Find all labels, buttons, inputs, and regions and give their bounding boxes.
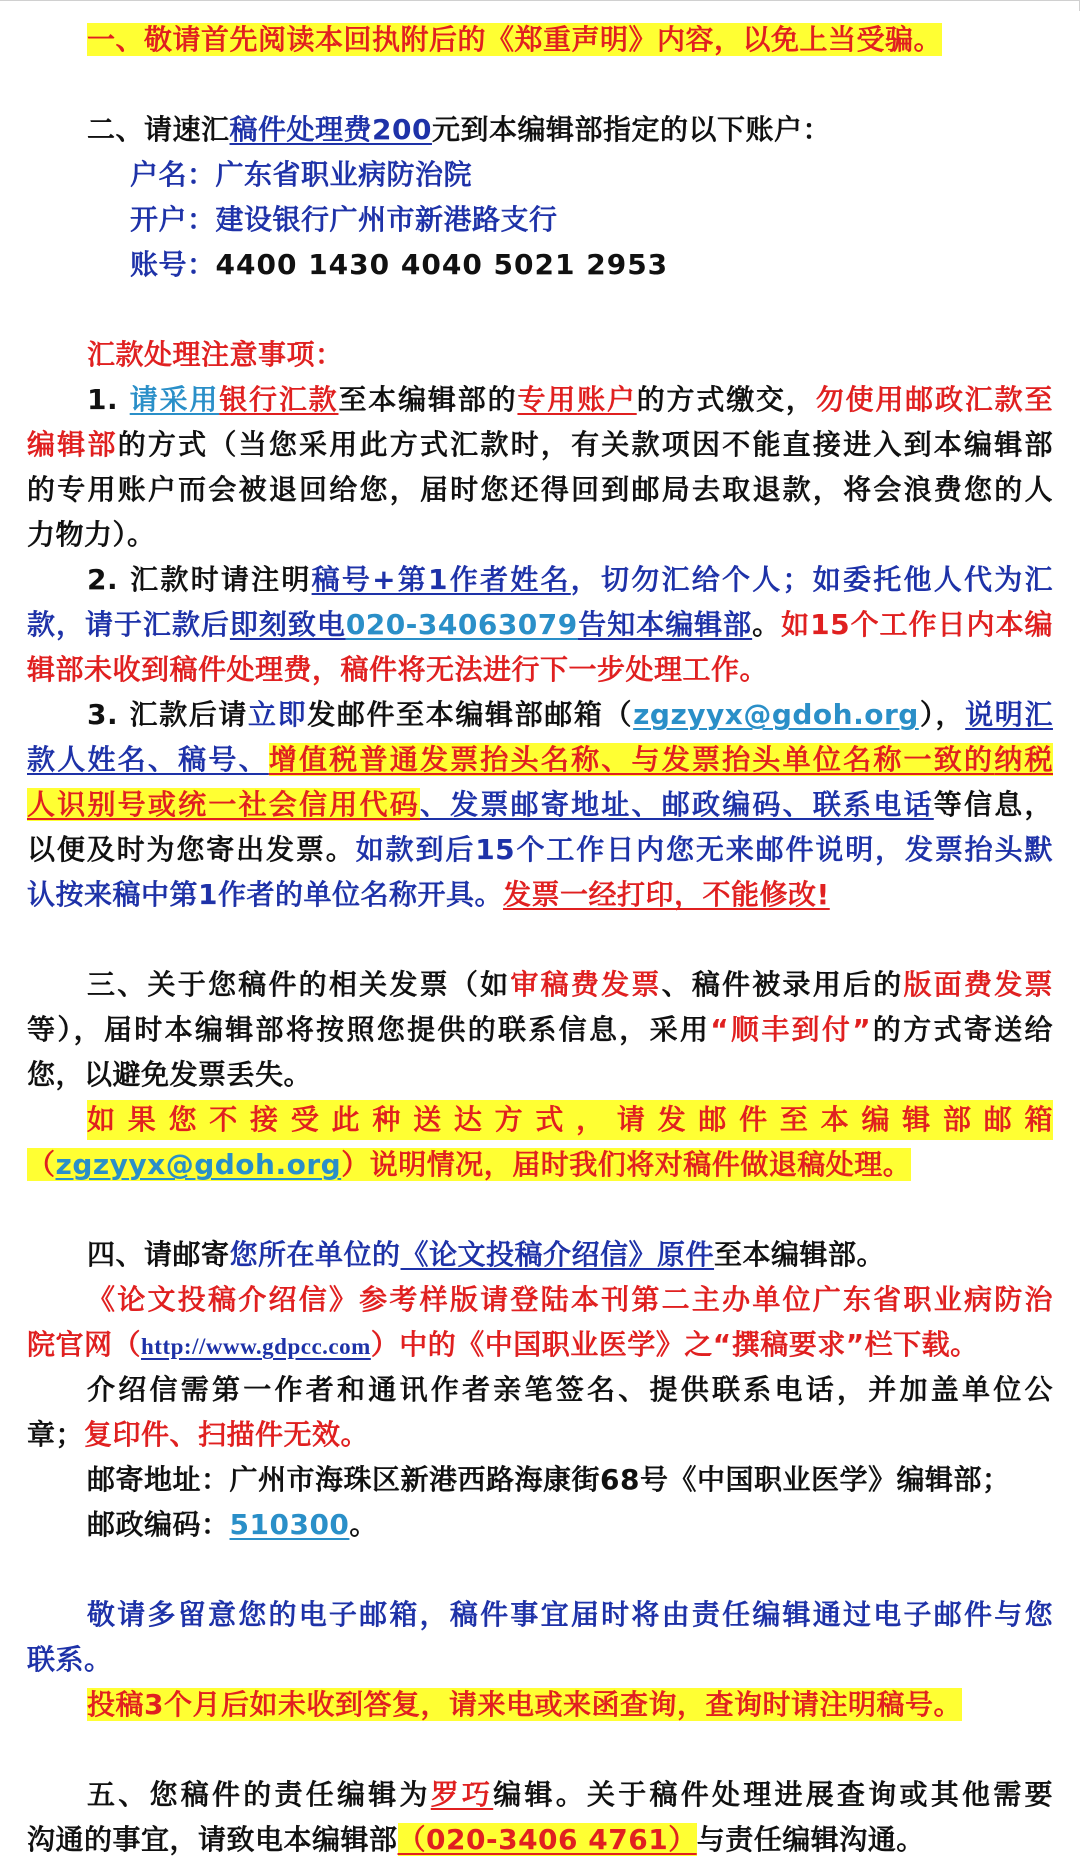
note-2-text: 款，请于汇款后: [27, 608, 230, 641]
email-reminder: 敬请多留意您的电子邮箱，稿件事宜届时将由责任编辑通过电子邮件与您: [87, 1598, 1053, 1631]
section-3-line-2: [27, 1010, 1053, 1050]
section-5-text: 编辑。关于稿件处理进展查询或其他需要: [493, 1778, 1053, 1811]
reminder-line-3: [87, 1685, 1053, 1725]
note-1-warning-end: 编辑部: [27, 428, 118, 461]
sf-cod: “顺丰到付”: [710, 1013, 872, 1046]
note-1-text: 力物力）。: [27, 518, 156, 551]
note-3-immediately: 立即: [248, 698, 308, 731]
section-3-line-1: [87, 965, 1053, 1005]
section-1-text: 一、敬请首先阅读本回执附后的《郑重声明》内容，以免上当受骗。: [87, 23, 943, 56]
signature-requirement: 介绍信需第一作者和通讯作者亲笔签名、提供联系电话，并加盖单位公: [87, 1373, 1053, 1406]
section-5-line-1: [87, 1775, 1053, 1815]
signature-requirement: 章；: [27, 1418, 85, 1451]
section-3-warning: 如果您不接受此种送达方式，请发邮件至本编辑部邮箱: [87, 1103, 1053, 1136]
note-2-call-now: 即刻致电: [229, 608, 346, 641]
note-3-line-1: [87, 695, 1053, 735]
note-3-text: 以便及时为您寄出发票。: [27, 833, 356, 866]
intro-letter-template: ）中的《中国职业医学》之“撰稿要求”栏下载。: [370, 1328, 979, 1361]
note-2-warning: 如15个工作日内本编: [781, 608, 1053, 641]
section-4-text: 您所在单位的: [229, 1238, 401, 1271]
note-3-line-3: [27, 785, 1053, 825]
note-2-notify: 告知本编辑部: [577, 608, 753, 641]
reminder-line-1: [87, 1595, 1053, 1635]
note-2-line-1: [87, 560, 1053, 600]
note-1-line-3: [27, 470, 1053, 510]
note-3-explain: 说明: [965, 698, 1025, 731]
note-3-tax-id: 纳税: [994, 743, 1053, 776]
review-fee-invoice: 审稿费发票: [510, 968, 662, 1001]
note-3-invoice-title: 增值税普通发票抬头名称、与发票抬头单位名称一致的: [268, 743, 995, 776]
section-3-email-link[interactable]: zgzyyx@gdoh.org: [55, 1148, 342, 1181]
page-fee-invoice: 版面费发票: [903, 968, 1053, 1001]
note-3-text: 发邮件至本编辑部邮箱（: [307, 698, 634, 731]
note-3-mailing-info: 、发票邮寄地址、邮政编码、联系电话: [419, 788, 934, 821]
note-3-line-5: [27, 875, 1053, 915]
section-1-line: [87, 20, 1053, 60]
note-1-dedicated-account: 专用账户: [517, 383, 637, 416]
intro-letter-original: 《论文投稿介绍信》原件: [400, 1238, 715, 1271]
account-number-line: [130, 245, 1053, 285]
gdpcc-website-link[interactable]: http://www.gdpcc.com: [141, 1334, 371, 1359]
note-3-text: 等信息，: [933, 788, 1053, 821]
note-2-warning-end: 辑部未收到稿件处理费，稿件将无法进行下一步处理工作。: [27, 653, 769, 686]
section-3-text: 、稿件被录用后的: [661, 968, 904, 1001]
account-number-label: 账号：: [130, 248, 216, 281]
account-name-line: [130, 155, 1053, 195]
note-3-remitter-info: 款人姓名、稿号、: [27, 743, 269, 776]
note-1-line-1: [87, 380, 1053, 420]
note-2-text: ，切勿汇给个人；如委托他人代为汇: [570, 563, 1053, 596]
period: 。: [349, 1508, 378, 1541]
note-1-text: 的方式（当您采用此方式汇款时，有关款项因不能直接进入到本编辑部: [117, 428, 1053, 461]
note-1-number: 1.: [87, 383, 119, 416]
mailing-address: 邮寄地址：广州市海珠区新港西路海康街68号《中国职业医学》编辑部；: [87, 1463, 1011, 1496]
note-1-text: 的方式缴交，: [636, 383, 816, 416]
email-reminder: 联系。: [27, 1643, 113, 1676]
editor-phone[interactable]: （020-3406 4761）: [397, 1823, 697, 1856]
section-3-text: 的方式寄送给: [871, 1013, 1053, 1046]
section-3-text: 等），届时本编辑部将按照您提供的联系信息，采用: [27, 1013, 711, 1046]
account-name-label: 户名：: [130, 158, 216, 191]
paren-open: （: [27, 1148, 56, 1181]
note-1-line-4: [27, 515, 1053, 555]
editor-name: 罗巧: [430, 1778, 494, 1811]
account-name-value: 广东省职业病防治院: [215, 158, 473, 191]
note-1-please-use: 请采用: [129, 383, 220, 416]
note-1-text: 至本编辑部的: [338, 383, 518, 416]
section-4-line-6: [87, 1460, 1053, 1500]
note-3-text: 3. 汇款后请: [87, 698, 248, 731]
note-2-phone[interactable]: 020-34063079: [345, 608, 578, 641]
postal-code: 510300: [229, 1508, 350, 1541]
note-1-line-2: [27, 425, 1053, 465]
section-3-text: 三、关于您稿件的相关发票（如: [87, 968, 511, 1001]
section-2-line: [87, 110, 1053, 150]
inquiry-reminder: 投稿3个月后如未收到答复，请来电或来函查询，查询时请注明稿号。: [87, 1688, 962, 1721]
processing-fee: 稿件处理费200: [229, 113, 432, 146]
section-3-line-5: [27, 1145, 1053, 1185]
remit-to-account: 元到本编辑部指定的以下账户：: [431, 113, 831, 146]
account-bank-value: 建设银行广州市新港路支行: [215, 203, 558, 236]
section-4-line-2: [87, 1280, 1053, 1320]
remit-intro: 二、请速汇: [87, 113, 230, 146]
notes-title: 汇款处理注意事项：: [87, 338, 344, 371]
account-number-value: 4400 1430 4040 5021 2953: [215, 248, 669, 281]
section-4-line-1: [87, 1235, 1053, 1275]
section-4-text: 至本编辑部。: [714, 1238, 886, 1271]
note-1-bank-remittance: 银行汇款: [219, 383, 339, 416]
section-5-text: 五、您稿件的责任编辑为: [87, 1778, 431, 1811]
section-5-text: 与责任编辑沟通。: [696, 1823, 925, 1856]
section-3-text: 您，以避免发票丢失。: [27, 1058, 313, 1091]
note-2-manuscript-id: 稿号+第1作者姓名: [311, 563, 571, 596]
note-3-no-change: 发票一经打印，不能修改!: [502, 878, 830, 911]
notes-title-line: [87, 335, 1053, 375]
section-4-line-3: [27, 1325, 1053, 1367]
page-border: [0, 0, 1080, 11]
postal-code-label: 邮政编码：: [87, 1508, 230, 1541]
note-3-explain: 汇: [1024, 698, 1053, 731]
section-3-line-3: [27, 1055, 1053, 1095]
intro-letter-template: 《论文投稿介绍信》参考样版请登陆本刊第二主办单位广东省职业病防治: [87, 1283, 1053, 1316]
section-4-line-4: [87, 1370, 1053, 1410]
note-3-email-link[interactable]: zgzyyx@gdoh.org: [633, 698, 919, 731]
note-2-line-3: [27, 650, 1053, 690]
copies-invalid: 复印件、扫描件无效。: [84, 1418, 370, 1451]
note-3-default-title: 如款到后15个工作日内您无来邮件说明，发票抬头默: [355, 833, 1053, 866]
account-bank-label: 开户：: [130, 203, 216, 236]
section-3-line-4: [87, 1100, 1053, 1140]
note-3-tax-id: 人识别号或统一社会信用代码: [27, 788, 420, 821]
section-4-text: 四、请邮寄: [87, 1238, 230, 1271]
note-1-warning: 勿使用邮政汇款至: [815, 383, 1053, 416]
account-bank-line: [130, 200, 1053, 240]
section-4-line-5: [27, 1415, 1053, 1455]
intro-letter-template: 院官网（: [27, 1328, 142, 1361]
section-4-line-7: [87, 1505, 1053, 1545]
note-2-text: 2. 汇款时请注明: [87, 563, 312, 596]
section-5-text: 沟通的事宜，请致电本编辑部: [27, 1823, 398, 1856]
note-1-text: 的专用账户而会被退回给您，届时您还得回到邮局去取退款，将会浪费您的人: [27, 473, 1053, 506]
note-3-default-title: 认按来稿中第1作者的单位名称开具。: [27, 878, 503, 911]
note-3-text: ），: [918, 698, 966, 731]
section-5-line-2: [27, 1820, 1053, 1860]
note-3-line-4: [27, 830, 1053, 870]
note-2-period: 。: [752, 608, 782, 641]
note-2-line-2: [27, 605, 1053, 645]
reminder-line-2: [27, 1640, 1053, 1680]
note-3-line-2: [27, 740, 1053, 780]
section-3-warning-end: ）说明情况，届时我们将对稿件做退稿处理。: [341, 1148, 912, 1181]
